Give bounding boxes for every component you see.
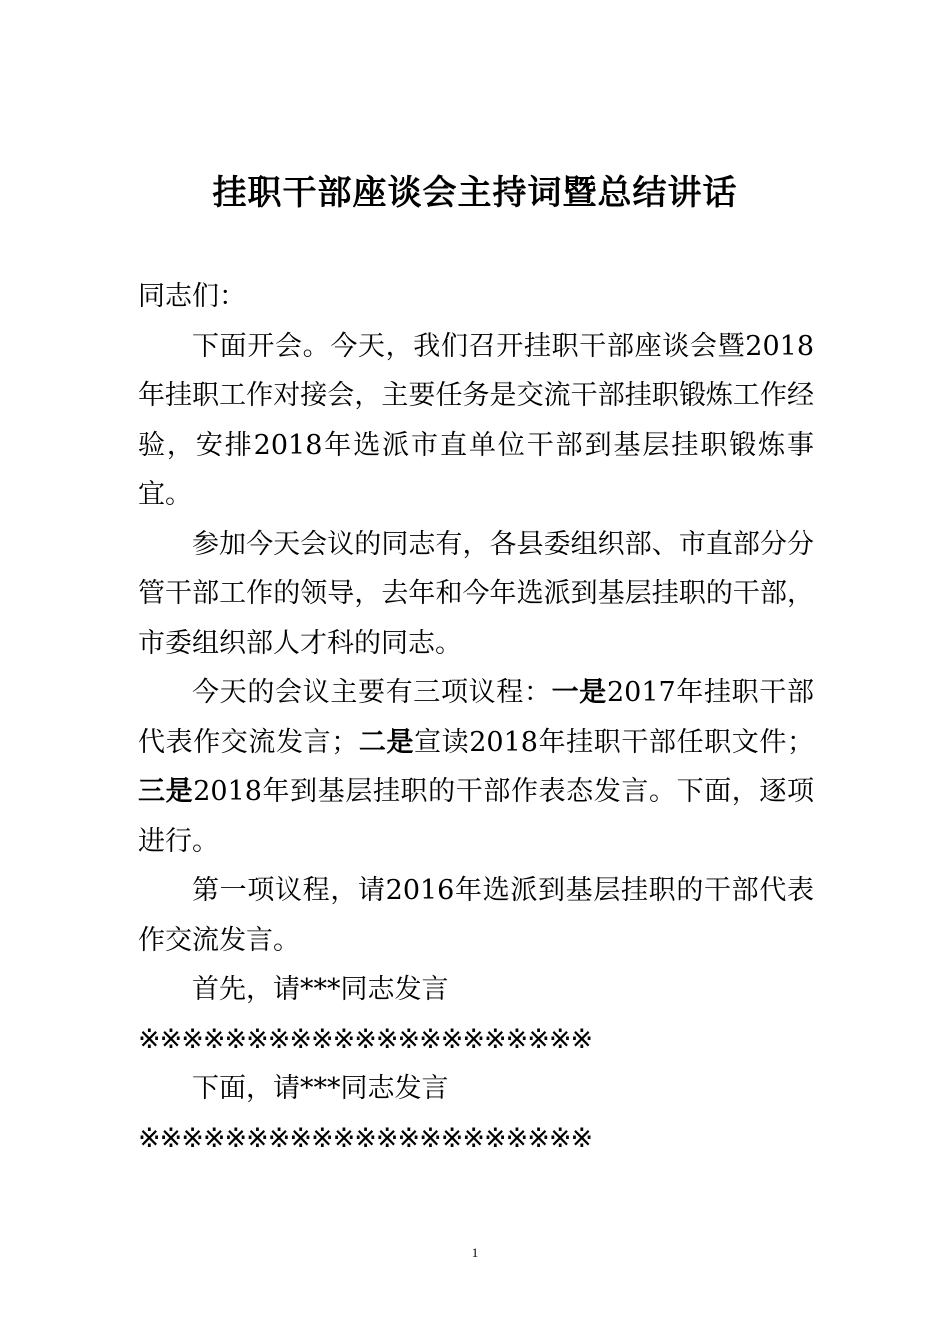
agenda-item-3-text: 2018年到基层挂职的干部作表态发言。下面，逐项进行。 xyxy=(138,776,815,857)
agenda-item-3-keyword: 三是 xyxy=(138,776,194,807)
document-body xyxy=(138,272,814,1163)
agenda-item-2-keyword: 二是 xyxy=(358,726,415,758)
salutation: 同志们： xyxy=(138,281,246,312)
paragraph-attendees: 参加今天会议的同志有，各县委组织部、市直部分分管干部工作的领导，去年和今年选派到基层挂职的干部，市委组织部人才科的同志。 xyxy=(138,528,814,659)
document-title: 挂职干部座谈会主持词暨总结讲话 xyxy=(212,173,738,213)
page-number: 1 xyxy=(471,1245,479,1260)
paragraph-first-speaker: 首先，请***同志发言 xyxy=(192,974,449,1005)
separator-line-1: ※※※※※※※※※※※※※※※※※※※※※ xyxy=(138,1023,593,1055)
agenda-lead: 今天的会议主要有三项议程： xyxy=(192,677,552,708)
agenda-item-1-keyword: 一是 xyxy=(551,677,607,708)
paragraph-first-item: 第一项议程，请2016年选派到基层挂职的干部代表作交流发言。 xyxy=(138,875,814,956)
paragraph-opening: 下面开会。今天，我们召开挂职干部座谈会暨2018年挂职工作对接会，主要任务是交流干部挂职锻炼工作经验，安排2018年选派市直单位干部到基层挂职锻炼事宜。 xyxy=(138,330,814,510)
paragraph-agenda xyxy=(138,668,814,866)
paragraph-next-speaker: 下面，请***同志发言 xyxy=(192,1073,449,1104)
agenda-item-2-text: 宣读2018年挂职干部任职文件； xyxy=(414,726,815,758)
separator-line-2: ※※※※※※※※※※※※※※※※※※※※※ xyxy=(138,1122,593,1154)
agenda-item-1-text: 2017年挂职干部代表作交流发言； xyxy=(138,677,815,758)
